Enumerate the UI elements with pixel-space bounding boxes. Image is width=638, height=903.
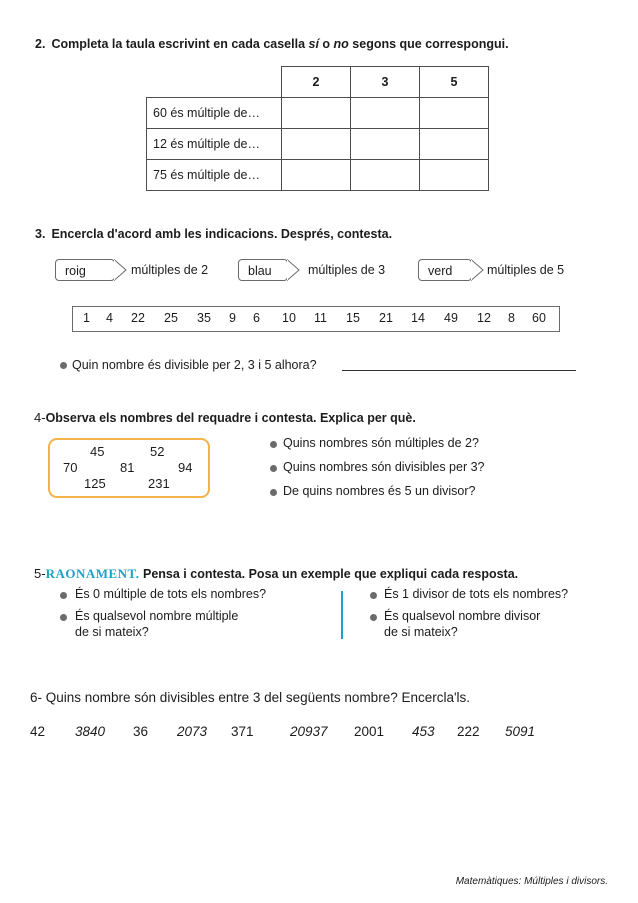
number-item[interactable]: 1 [83, 311, 90, 325]
row-header: 75 és múltiple de… [147, 160, 282, 191]
number-item[interactable]: 25 [164, 311, 178, 325]
answer-line[interactable] [342, 370, 576, 371]
column-divider [341, 591, 343, 639]
number-text: 453 [412, 724, 435, 739]
exercise-6-question: 6- Quins nombre són divisibles entre 3 del següents nombre? Encercla'ls. [30, 690, 471, 705]
answer-cell[interactable] [420, 98, 489, 129]
page-footer: Matemàtiques: Múltiples i divisors. [455, 876, 608, 887]
number-item[interactable]: 10 [282, 311, 296, 325]
bullet-icon [60, 614, 67, 621]
title-part: Completa la taula escrivint en cada casella [51, 37, 309, 51]
number-item[interactable] [75, 724, 105, 739]
title-part: segons que correspongui. [348, 37, 509, 51]
number-item[interactable]: 6 [253, 311, 260, 325]
number-item[interactable]: 60 [532, 311, 546, 325]
tag-arrow-icon [114, 259, 128, 281]
number-item[interactable]: 15 [346, 311, 360, 325]
bullet-icon [60, 592, 67, 599]
number-item[interactable]: 21 [379, 311, 393, 325]
answer-cell[interactable] [351, 129, 420, 160]
question-text: És 0 múltiple de tots els nombres? [75, 587, 267, 601]
bullet-icon [60, 362, 67, 369]
exercise-number: 5- [34, 566, 46, 581]
bullet-icon [270, 465, 277, 472]
number-item[interactable]: 14 [411, 311, 425, 325]
row-header: 12 és múltiple de… [147, 129, 282, 160]
number-item[interactable]: 4 [106, 311, 113, 325]
table-header-row [147, 67, 489, 98]
answer-cell[interactable] [282, 98, 351, 129]
table-row [147, 129, 489, 160]
rule-label: múltiples de 3 [308, 263, 386, 277]
table-corner [147, 67, 282, 98]
exercise-number: 2. [35, 37, 46, 51]
number-item[interactable]: 42 [30, 724, 46, 739]
question-text: Quins nombres són divisibles per 3? [283, 460, 485, 474]
box-number: 52 [150, 444, 165, 459]
box-number: 94 [178, 460, 193, 475]
number-item[interactable] [290, 724, 328, 739]
question-text: Quin nombre és divisible per 2, 3 i 5 alhora? [72, 358, 317, 372]
number-item[interactable]: 36 [133, 724, 149, 739]
box-number: 45 [90, 444, 105, 459]
exercise-2-title [35, 37, 509, 51]
answer-cell[interactable] [351, 98, 420, 129]
question-text: De quins nombres és 5 un divisor? [283, 484, 476, 498]
answer-cell[interactable] [282, 160, 351, 191]
question-text: Quins nombres són múltiples de 2? [283, 436, 479, 450]
box-number: 70 [63, 460, 78, 475]
number-text: 20937 [290, 724, 328, 739]
exercise-5-title [34, 566, 518, 582]
answer-cell[interactable] [420, 129, 489, 160]
exercise-number: 3. [35, 227, 46, 241]
question-text: És 1 divisor de tots els nombres? [384, 587, 569, 601]
number-item[interactable]: 49 [444, 311, 458, 325]
number-item[interactable]: 371 [231, 724, 254, 739]
number-item[interactable] [412, 724, 435, 739]
title-text: Encercla d'acord amb les indicacions. Després, contesta. [51, 227, 393, 241]
box-number: 125 [84, 476, 106, 491]
color-tag-blue: blau [238, 259, 288, 281]
column-header: 5 [420, 67, 489, 98]
answer-cell[interactable] [282, 129, 351, 160]
title-text: Pensa i contesta. Posa un exemple que expliqui cada resposta. [143, 567, 519, 581]
number-item[interactable] [177, 724, 207, 739]
reasoning-label: RAONAMENT. [45, 566, 140, 581]
title-part: o [318, 37, 334, 51]
color-tag-red: roig [55, 259, 115, 281]
bullet-icon [370, 592, 377, 599]
rule-label: múltiples de 5 [487, 263, 565, 277]
number-item[interactable]: 22 [131, 311, 145, 325]
rule-label: múltiples de 2 [131, 263, 209, 277]
table-row [147, 98, 489, 129]
color-tag-green: verd [418, 259, 472, 281]
column-header: 2 [282, 67, 351, 98]
number-text: 3840 [75, 724, 106, 739]
title-text: Observa els nombres del requadre i contesta. Explica per què. [45, 411, 416, 425]
title-no: no [333, 37, 349, 51]
bullet-icon [270, 441, 277, 448]
bullet-icon [270, 489, 277, 496]
tag-arrow-icon [287, 259, 301, 281]
tag-arrow-icon [471, 259, 485, 281]
question-text: És qualsevol nombre divisor [384, 609, 541, 623]
number-text: 2073 [177, 724, 208, 739]
title-si: sí [308, 37, 319, 51]
number-item[interactable]: 9 [229, 311, 236, 325]
number-text: 5091 [505, 724, 536, 739]
number-item[interactable]: 222 [457, 724, 480, 739]
exercise-4-title [34, 410, 416, 425]
column-header: 3 [351, 67, 420, 98]
answer-cell[interactable] [351, 160, 420, 191]
multiples-table [146, 66, 489, 191]
question-text: de si mateix? [384, 625, 458, 639]
row-header: 60 és múltiple de… [147, 98, 282, 129]
number-item[interactable]: 35 [197, 311, 211, 325]
numbers-box [48, 438, 210, 498]
number-item[interactable] [505, 724, 535, 739]
number-strip [72, 306, 560, 332]
box-number: 81 [120, 460, 135, 475]
table-row [147, 160, 489, 191]
question-text: És qualsevol nombre múltiple [75, 609, 239, 623]
number-item[interactable]: 11 [314, 311, 327, 325]
number-item[interactable]: 8 [508, 311, 515, 325]
exercise-3-title [35, 227, 392, 241]
number-item[interactable]: 12 [477, 311, 491, 325]
number-item[interactable]: 2001 [354, 724, 385, 739]
bullet-icon [370, 614, 377, 621]
question-text: de si mateix? [75, 625, 149, 639]
exercise-number: 4- [34, 410, 46, 425]
box-number: 231 [148, 476, 170, 491]
answer-cell[interactable] [420, 160, 489, 191]
